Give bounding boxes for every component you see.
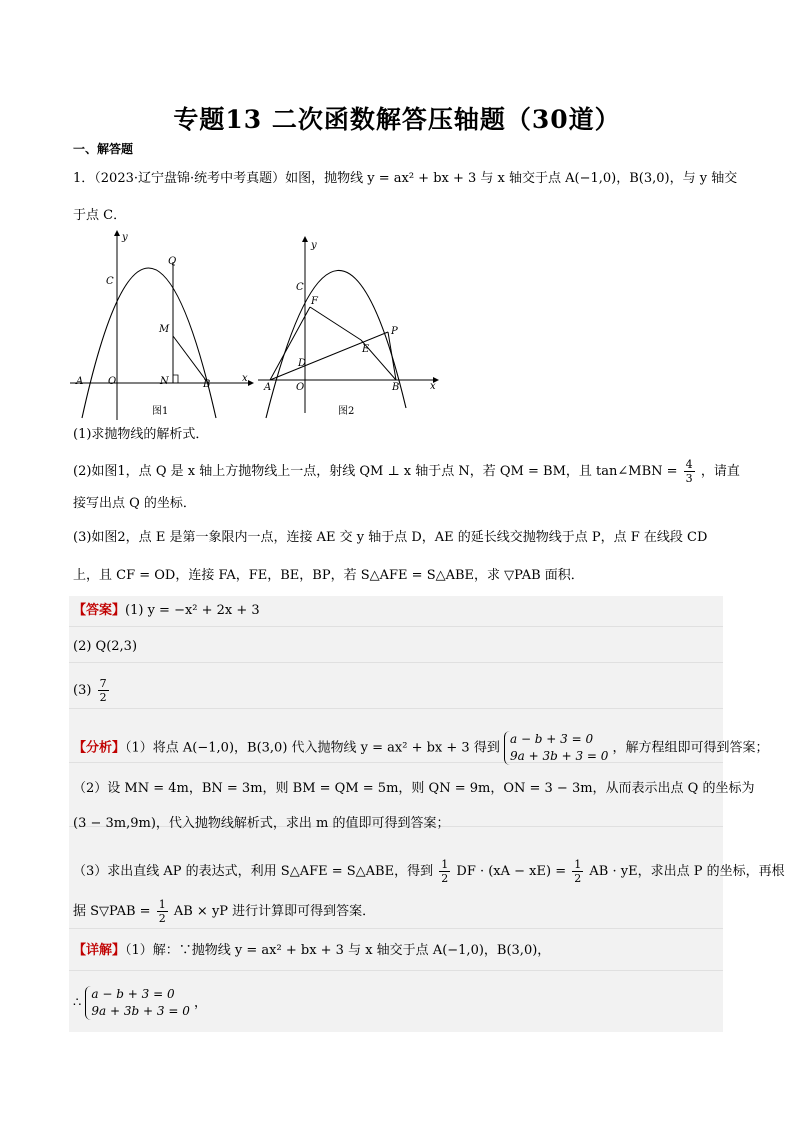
tan-fraction — [684, 458, 695, 485]
problem-line-1: 1．（2023·辽宁盘锦·统考中考真题）如图，抛物线 y = ax² + bx + 3 与 x 轴交于点 A(−1,0)，B(3,0)，与 y 轴交 — [73, 171, 738, 186]
figure-2-graph — [258, 228, 443, 423]
fig1-right-angle — [173, 375, 178, 383]
analysis-4-mid: DF · (xA − xE) = — [456, 864, 567, 879]
half-num: 1 — [574, 858, 582, 871]
fig2-caption: 图2 — [338, 406, 355, 417]
question-2-prefix: (2)如图1，点 Q 是 x 轴上方抛物线上一点，射线 QM ⊥ x 轴于点 N，若 QM = BM，且 tan∠MBN = — [73, 464, 678, 479]
question-2-suffix: ，请直 — [700, 464, 740, 479]
figure-2 — [258, 228, 443, 427]
fig2-line-ap — [270, 332, 388, 380]
detail-eq-1: a − b + 3 = 0 — [91, 987, 175, 1001]
detail-1: （1）解：∵抛物线 y = ax² + bx + 3 与 x 轴交于点 A(−1,0)，B(3,0)， — [125, 943, 551, 958]
separator — [69, 928, 723, 929]
fig2-label-y: y — [311, 240, 317, 251]
fig2-line-af — [270, 307, 310, 380]
fig1-label-y: y — [122, 232, 128, 243]
analysis-5-suffix: AB × yP 进行计算即可得到答案． — [173, 904, 376, 919]
fig2-label-x: x — [430, 381, 436, 392]
analysis-1-prefix: （1）将点 A(−1,0)，B(3,0) 代入抛物线 y = ax² + bx + 3 得到 — [125, 740, 500, 756]
fig1-parabola — [82, 268, 216, 418]
tan-fraction-num: 4 — [685, 458, 693, 471]
question-3-line-2: 上，且 CF = OD，连接 FA，FE，BE，BP，若 S△AFE = S△ABE，求 ▽PAB 面积． — [73, 568, 584, 583]
analysis-line-4 — [73, 858, 785, 885]
analysis-eq-1: a − b + 3 = 0 — [509, 732, 594, 746]
fig1-label-o: O — [108, 376, 117, 387]
fig1-x-arrow-icon — [248, 380, 254, 386]
separator — [69, 662, 723, 663]
fig1-label-b: B — [203, 379, 211, 390]
analysis-tag: 【分析】 — [73, 740, 126, 756]
fig1-caption: 图1 — [152, 406, 169, 417]
page-title: 专题13 二次函数解答压轴题（30道） — [173, 105, 621, 134]
answer-3-prefix: (3) — [73, 683, 92, 698]
half-den: 2 — [574, 872, 582, 885]
analysis-4-prefix: （3）求出直线 AP 的表达式，利用 S△AFE = S△ABE，得到 — [73, 864, 434, 879]
answer-3-fraction — [98, 677, 109, 704]
fig2-label-b: B — [392, 382, 400, 393]
analysis-4-half-1 — [439, 858, 450, 885]
detail-therefore: ∴ — [73, 995, 82, 1011]
fig2-parabola — [266, 270, 406, 418]
answer-3-den: 2 — [99, 691, 107, 704]
detail-equation-system — [85, 986, 189, 1020]
fig1-label-c: C — [106, 276, 114, 287]
fig1-label-q: Q — [168, 256, 177, 267]
analysis-4-suffix: AB · yE，求出点 P 的坐标，再根 — [589, 864, 785, 879]
analysis-line-3: (3 − 3m,9m)，代入抛物线解析式，求出 m 的值即可得到答案； — [73, 816, 450, 831]
fig1-label-n: N — [160, 376, 169, 387]
fig1-y-arrow-icon — [114, 230, 120, 236]
fig2-label-e: E — [362, 344, 370, 355]
half-den: 2 — [158, 912, 166, 925]
analysis-5-prefix: 据 S▽PAB = — [73, 904, 151, 919]
fig2-label-d: D — [298, 358, 307, 369]
detail-tag: 【详解】 — [73, 943, 126, 958]
analysis-5-half — [157, 898, 168, 925]
analysis-line-2: （2）设 MN = 4m，BN = 3m，则 BM = QM = 5m，则 QN = 9m，ON = 3 − 3m，从而表示出点 Q 的坐标为 — [73, 781, 755, 796]
fig2-line-fe — [310, 307, 361, 340]
fig2-label-a: A — [264, 382, 272, 393]
analysis-4-half-2 — [572, 858, 583, 885]
analysis-1-suffix: ，解方程组即可得到答案； — [612, 740, 769, 756]
analysis-line-5 — [73, 898, 375, 925]
section-heading: 一、解答题 — [73, 142, 134, 156]
answer-line-1 — [73, 602, 260, 620]
fig2-label-c: C — [296, 282, 304, 293]
question-1: (1)求抛物线的解析式． — [73, 427, 209, 442]
figure-1-graph — [70, 228, 255, 423]
fig2-label-f: F — [311, 296, 318, 307]
fig2-label-o: O — [296, 382, 305, 393]
detail-line-1 — [73, 942, 550, 960]
problem-line-2: 于点 C． — [73, 208, 127, 223]
detail-eq-2: 9a + 3b + 3 = 0 — [91, 1004, 190, 1018]
figure-1 — [70, 228, 255, 427]
solution-block — [69, 596, 723, 1032]
fig2-label-p: P — [391, 326, 398, 337]
half-num: 1 — [158, 898, 166, 911]
separator — [69, 708, 723, 709]
question-3-line-1: (3)如图2，点 E 是第一象限内一点，连接 AE 交 y 轴于点 D，AE 的延长线交抛物线于点 P，点 F 在线段 CD — [73, 530, 708, 545]
separator — [69, 970, 723, 971]
half-num: 1 — [441, 858, 449, 871]
fig1-label-m: M — [159, 324, 170, 335]
answer-2: (2) Q(2,3) — [73, 639, 138, 654]
question-2-line-1 — [73, 458, 740, 485]
analysis-line-1 — [73, 731, 769, 765]
analysis-eq-2: 9a + 3b + 3 = 0 — [509, 749, 609, 763]
answer-line-3 — [73, 677, 111, 704]
fig2-y-arrow-icon — [302, 236, 308, 242]
answer-1: (1) y = −x² + 2x + 3 — [125, 603, 260, 618]
answer-tag: 【答案】 — [73, 603, 126, 618]
detail-line-2 — [73, 986, 207, 1020]
answer-3-num: 7 — [99, 677, 107, 690]
analysis-equation-system — [504, 731, 608, 765]
fig1-label-x: x — [242, 373, 248, 384]
question-2-line-2: 接写出点 Q 的坐标． — [73, 496, 196, 511]
separator — [69, 626, 723, 627]
tan-fraction-den: 3 — [685, 472, 693, 485]
fig1-label-a: A — [76, 376, 84, 387]
half-den: 2 — [441, 872, 449, 885]
detail-suffix: ， — [194, 995, 208, 1011]
